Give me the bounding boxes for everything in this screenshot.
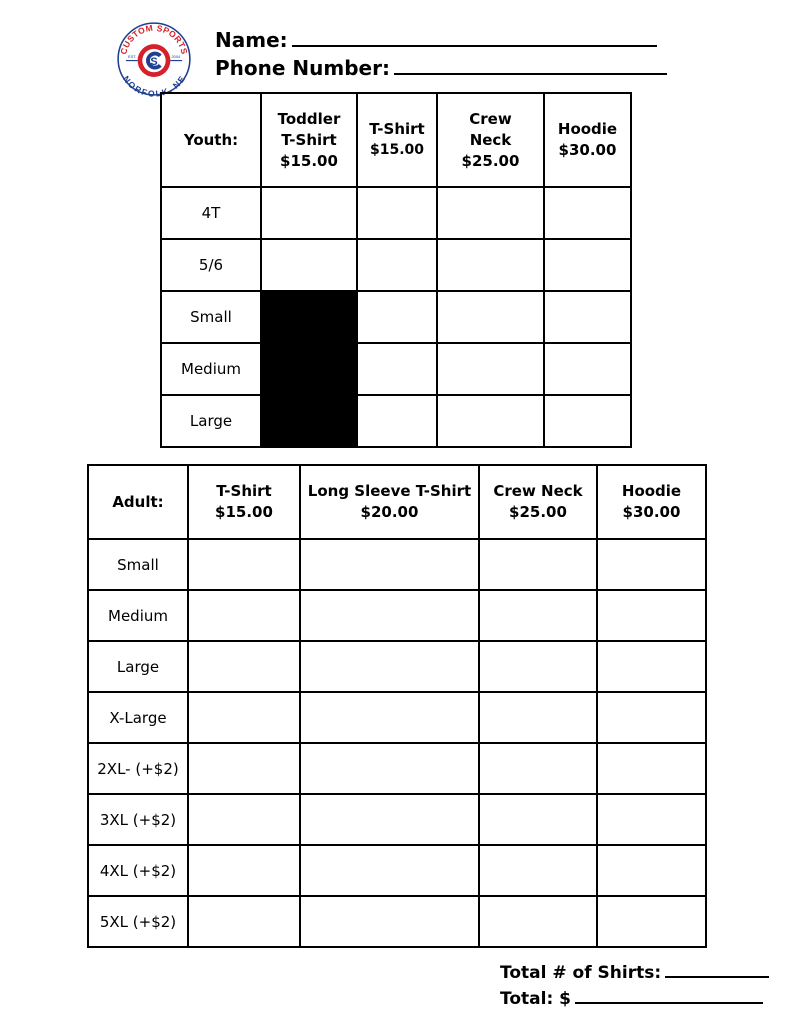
qty-cell[interactable] xyxy=(479,692,597,743)
qty-cell[interactable] xyxy=(437,239,544,291)
unavailable-cell xyxy=(261,343,357,395)
youth-col-hoodie: Hoodie $30.00 xyxy=(544,93,631,187)
custom-sports-logo xyxy=(115,20,193,98)
adult-size-label: 4XL (+$2) xyxy=(88,845,188,896)
qty-cell[interactable] xyxy=(188,692,300,743)
qty-cell[interactable] xyxy=(544,291,631,343)
adult-col-hoodie: Hoodie $30.00 xyxy=(597,465,706,539)
total-amount-field[interactable] xyxy=(500,988,763,1009)
adult-header-label: Adult: xyxy=(88,465,188,539)
svg-text:CUSTOM SPORTS: CUSTOM SPORTS xyxy=(118,22,190,56)
svg-text:S: S xyxy=(150,56,158,69)
youth-row xyxy=(161,395,631,447)
qty-cell[interactable] xyxy=(188,641,300,692)
name-field[interactable] xyxy=(215,28,657,52)
qty-cell[interactable] xyxy=(188,590,300,641)
qty-cell[interactable] xyxy=(479,539,597,590)
qty-cell[interactable] xyxy=(437,291,544,343)
adult-row xyxy=(88,641,706,692)
youth-size-label: Large xyxy=(161,395,261,447)
qty-cell[interactable] xyxy=(188,743,300,794)
total-shirts-label: Total # of Shirts: xyxy=(500,963,662,983)
adult-row xyxy=(88,539,706,590)
qty-cell[interactable] xyxy=(597,845,706,896)
adult-row xyxy=(88,794,706,845)
qty-cell[interactable] xyxy=(300,539,479,590)
qty-cell[interactable] xyxy=(479,845,597,896)
adult-header-row xyxy=(88,465,706,539)
adult-size-label: Large xyxy=(88,641,188,692)
qty-cell[interactable] xyxy=(300,896,479,947)
qty-cell[interactable] xyxy=(188,539,300,590)
svg-text:NORFOLK, NE: NORFOLK, NE xyxy=(120,73,188,98)
name-input-line[interactable] xyxy=(292,29,657,47)
qty-cell[interactable] xyxy=(300,590,479,641)
adult-col-long-sleeve: Long Sleeve T-Shirt $20.00 xyxy=(300,465,479,539)
adult-order-table xyxy=(87,464,707,948)
qty-cell[interactable] xyxy=(357,239,437,291)
qty-cell[interactable] xyxy=(479,641,597,692)
qty-cell[interactable] xyxy=(437,343,544,395)
qty-cell[interactable] xyxy=(261,187,357,239)
youth-row xyxy=(161,239,631,291)
youth-row xyxy=(161,291,631,343)
qty-cell[interactable] xyxy=(188,845,300,896)
qty-cell[interactable] xyxy=(437,395,544,447)
adult-size-label: X-Large xyxy=(88,692,188,743)
youth-row xyxy=(161,343,631,395)
adult-row xyxy=(88,845,706,896)
qty-cell[interactable] xyxy=(357,291,437,343)
qty-cell[interactable] xyxy=(300,743,479,794)
youth-size-label: Small xyxy=(161,291,261,343)
youth-size-label: 5/6 xyxy=(161,239,261,291)
youth-col-crew-neck: Crew Neck $25.00 xyxy=(437,93,544,187)
adult-size-label: 2XL- (+$2) xyxy=(88,743,188,794)
youth-col-toddler-tshirt: Toddler T-Shirt $15.00 xyxy=(261,93,357,187)
qty-cell[interactable] xyxy=(479,794,597,845)
total-shirts-line[interactable] xyxy=(665,962,769,978)
qty-cell[interactable] xyxy=(300,794,479,845)
qty-cell[interactable] xyxy=(300,845,479,896)
qty-cell[interactable] xyxy=(597,590,706,641)
qty-cell[interactable] xyxy=(597,794,706,845)
total-amount-line[interactable] xyxy=(575,988,763,1004)
adult-size-label: Small xyxy=(88,539,188,590)
qty-cell[interactable] xyxy=(357,187,437,239)
qty-cell[interactable] xyxy=(188,794,300,845)
qty-cell[interactable] xyxy=(597,539,706,590)
qty-cell[interactable] xyxy=(300,692,479,743)
qty-cell[interactable] xyxy=(479,743,597,794)
qty-cell[interactable] xyxy=(597,896,706,947)
qty-cell[interactable] xyxy=(544,395,631,447)
qty-cell[interactable] xyxy=(479,590,597,641)
phone-field[interactable] xyxy=(215,56,667,80)
qty-cell[interactable] xyxy=(357,395,437,447)
phone-label: Phone Number: xyxy=(215,56,390,80)
qty-cell[interactable] xyxy=(261,239,357,291)
adult-size-label: Medium xyxy=(88,590,188,641)
qty-cell[interactable] xyxy=(300,641,479,692)
adult-row xyxy=(88,743,706,794)
youth-size-label: Medium xyxy=(161,343,261,395)
qty-cell[interactable] xyxy=(544,343,631,395)
qty-cell[interactable] xyxy=(597,641,706,692)
adult-row xyxy=(88,692,706,743)
qty-cell[interactable] xyxy=(479,896,597,947)
adult-row xyxy=(88,590,706,641)
youth-col-tshirt: T-Shirt $15.00 xyxy=(357,93,437,187)
qty-cell[interactable] xyxy=(544,187,631,239)
phone-input-line[interactable] xyxy=(394,57,667,75)
youth-header-row xyxy=(161,93,631,187)
unavailable-cell xyxy=(261,291,357,343)
name-label: Name: xyxy=(215,28,288,52)
qty-cell[interactable] xyxy=(357,343,437,395)
qty-cell[interactable] xyxy=(597,692,706,743)
qty-cell[interactable] xyxy=(437,187,544,239)
youth-order-table xyxy=(160,92,632,448)
unavailable-cell xyxy=(261,395,357,447)
adult-col-tshirt: T-Shirt $15.00 xyxy=(188,465,300,539)
total-amount-label: Total: $ xyxy=(500,989,571,1009)
adult-col-crew-neck: Crew Neck $25.00 xyxy=(479,465,597,539)
youth-row xyxy=(161,187,631,239)
svg-text:EST.: EST. xyxy=(128,54,137,60)
youth-size-label: 4T xyxy=(161,187,261,239)
adult-size-label: 5XL (+$2) xyxy=(88,896,188,947)
adult-size-label: 3XL (+$2) xyxy=(88,794,188,845)
qty-cell[interactable] xyxy=(188,896,300,947)
qty-cell[interactable] xyxy=(597,743,706,794)
qty-cell[interactable] xyxy=(544,239,631,291)
svg-text:2004: 2004 xyxy=(171,54,181,60)
total-shirts-field[interactable] xyxy=(500,962,769,983)
youth-header-label: Youth: xyxy=(161,93,261,187)
adult-row xyxy=(88,896,706,947)
